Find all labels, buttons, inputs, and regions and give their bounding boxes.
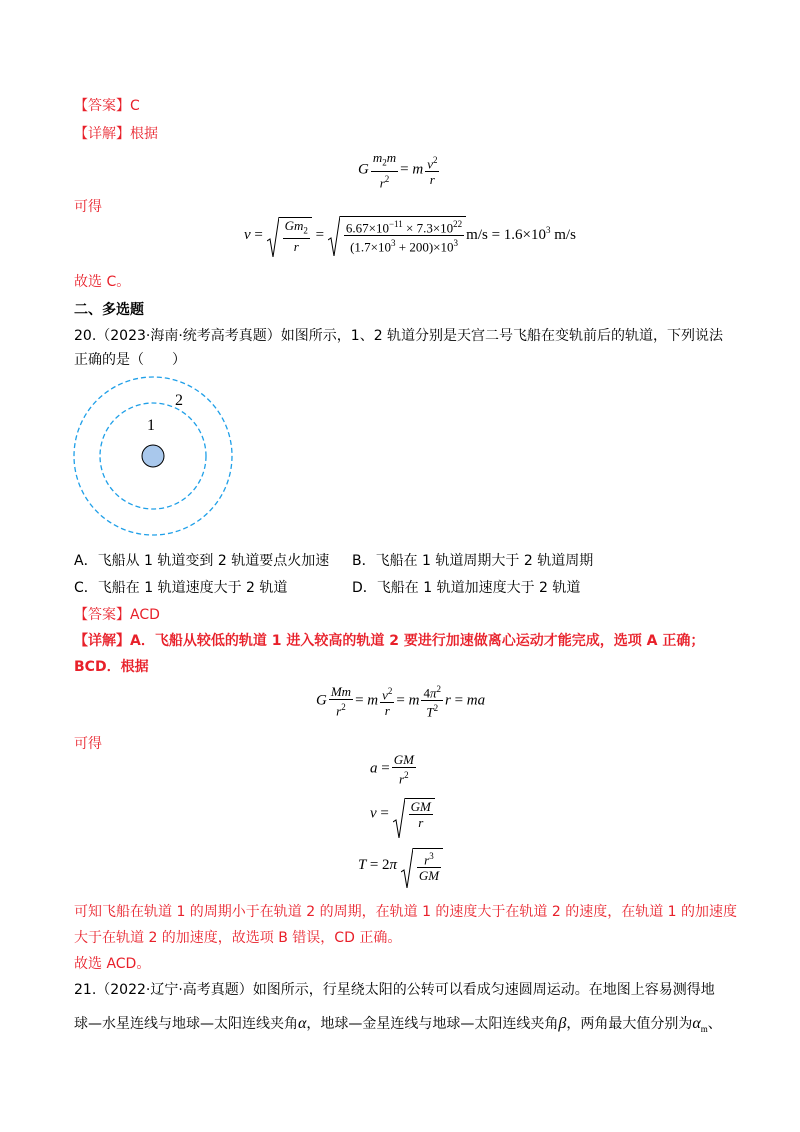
q19-result-intro: 可得 bbox=[74, 199, 102, 215]
q20-result-intro: 可得 bbox=[74, 736, 102, 752]
q21-stem-line2: 球—水星连线与地球—太阳连线夹角α，地球—金星连线与地球—太阳连线夹角β，两角最大值分别为$\alpha_m$、 bbox=[74, 1015, 722, 1035]
q20-summary-line2: 大于在轨道 2 的加速度，故选项 B 错误，CD 正确。 bbox=[74, 930, 402, 946]
q20-summary-line1: 可知飞船在轨道 1 的周期小于在轨道 2 的周期，在轨道 1 的速度大于在轨道 2 的速度，在轨道 1 的加速度 bbox=[74, 904, 738, 920]
option-b: B．飞船在 1 轨道周期大于 2 轨道周期 bbox=[352, 553, 594, 569]
formula-acceleration: a = $\frac{GM}{r^2}$ bbox=[370, 752, 414, 787]
orbit-label-outer: 2 bbox=[175, 392, 183, 409]
question-number: 20. bbox=[74, 328, 97, 344]
option-a: A．飞船从 1 轨道变到 2 轨道要点火加速 bbox=[74, 553, 330, 569]
question-stem: 如图所示，1、2 轨道分别是天宫二号飞船在变轨前后的轨道，下列说法 bbox=[280, 328, 724, 344]
q20-detail-line1 bbox=[74, 631, 704, 651]
alpha-m-symbol: $\alpha_m$ bbox=[692, 1015, 708, 1035]
section-title: 二、多选题 bbox=[74, 302, 144, 318]
formula-gravity-centripetal: G $\frac{m_2m}{r^2}$ = m $\frac{v^2}{r}$ bbox=[358, 150, 438, 190]
formula-speed: v = $\frac{GM}{r}$ bbox=[370, 798, 435, 830]
question-stem: 如图所示，行星绕太阳的公转可以看成匀速圆周运动。在地图上容易测得地 bbox=[252, 982, 715, 998]
q20-detail-line2: BCD．根据 bbox=[74, 659, 149, 675]
orbit-label-inner: 1 bbox=[147, 417, 155, 434]
formula-period: T = 2π $\frac{r^3}{GM}$ bbox=[358, 848, 443, 883]
detail-label: 【详解】 bbox=[74, 633, 130, 649]
detail-text: 根据 bbox=[130, 126, 158, 142]
detail-text: A．飞船从较低的轨道 1 进入较高的轨道 2 要进行加速做离心运动才能完成，选项 A 正确； bbox=[130, 633, 705, 649]
formula-velocity-calc: v = $\frac{Gm_2}{r}$ = $\frac{6.67\times 10^{-11} \times 7.3\times 10^{22}}{(1.7\times 10^3 + 200)\times 10^3}$ $m/s = 1.6\times 10^3$ m/s bbox=[244, 217, 576, 255]
q20-stem-line1 bbox=[74, 326, 723, 346]
option-d: D．飞船在 1 轨道加速度大于 2 轨道 bbox=[352, 580, 581, 596]
q19-detail-line bbox=[74, 124, 158, 144]
orbit-figure bbox=[70, 372, 240, 538]
question-number: 21. bbox=[74, 982, 97, 998]
q19-conclusion: 故选 C。 bbox=[74, 274, 131, 290]
answer-value: ACD bbox=[130, 607, 160, 623]
answer-value: C bbox=[130, 98, 140, 114]
planet bbox=[142, 445, 164, 467]
answer-label: 【答案】 bbox=[74, 607, 130, 623]
answer-label: 【答案】 bbox=[74, 98, 130, 114]
option-c: C．飞船在 1 轨道速度大于 2 轨道 bbox=[74, 580, 288, 596]
q19-answer-line bbox=[74, 96, 140, 116]
q20-stem-line2: 正确的是（ ） bbox=[74, 352, 186, 368]
alpha-symbol: α bbox=[298, 1015, 307, 1032]
question-source: （2022·辽宁·高考真题） bbox=[96, 982, 253, 998]
beta-symbol: β bbox=[558, 1015, 567, 1032]
q20-answer-line bbox=[74, 605, 160, 625]
q21-stem-line1 bbox=[74, 980, 715, 1000]
q20-conclusion: 故选 ACD。 bbox=[74, 956, 151, 972]
formula-orbit-relations: G $\frac{Mm}{r^2}$ = m $\frac{v^2}{r}$ = m $\frac{4\pi^2}{T^2}$ r = ma bbox=[316, 683, 486, 720]
detail-label: 【详解】 bbox=[74, 126, 130, 142]
question-source: （2023·海南·统考高考真题） bbox=[96, 328, 281, 344]
